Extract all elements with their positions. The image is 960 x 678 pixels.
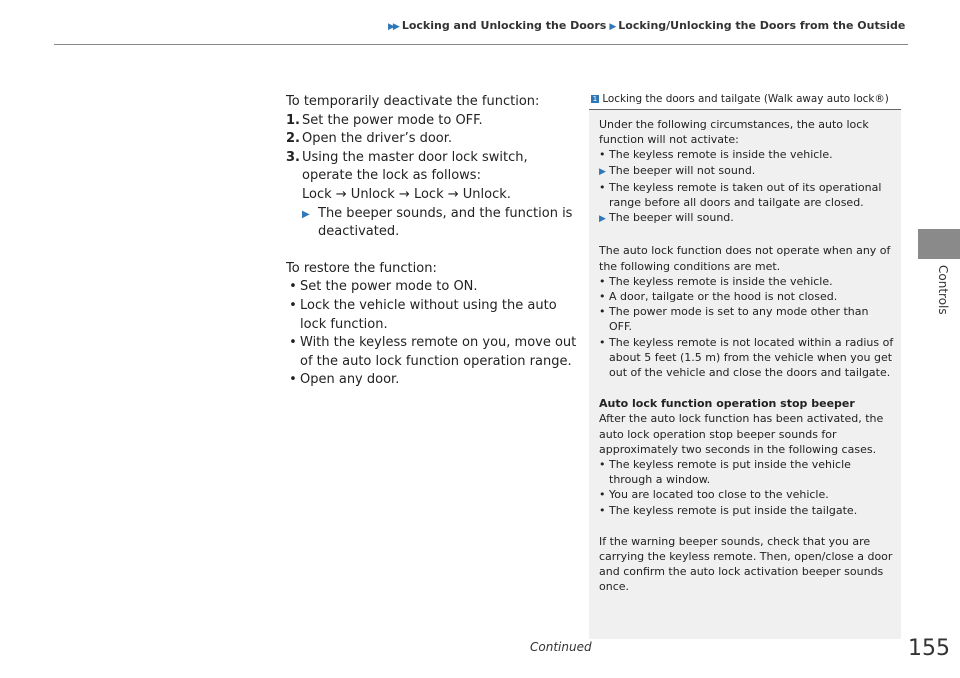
bullet-icon: • — [289, 297, 297, 313]
arrow-right-icon: ▶ — [609, 22, 615, 32]
note-bullet-text: The keyless remote is not located within a radius of about 5 feet (1.5 m) from the vehicle when you get out of the vehicle and close the doors and tailgate. — [609, 335, 894, 380]
note-title-text[interactable]: Locking the doors and tailgate (Walk away auto lock®) — [602, 93, 889, 105]
note-paragraph: After the auto lock function has been activated, the auto lock operation stop beeper sounds for approximately two seconds in the following cases. — [599, 412, 884, 456]
list-item — [286, 278, 582, 297]
step-number: 1. — [286, 112, 300, 128]
triangle-right-icon: ▶ — [302, 208, 310, 220]
step-number: 2. — [286, 131, 300, 147]
breadcrumb-subsection[interactable]: Locking/Unlocking the Doors from the Outside — [618, 19, 906, 32]
note-bullet — [599, 274, 895, 289]
breadcrumb — [388, 19, 908, 32]
header-rule — [54, 44, 908, 45]
note-result — [599, 163, 895, 180]
list-item-text: Set the power mode to ON. — [300, 279, 478, 295]
list-item-text: Lock the vehicle without using the auto lock function. — [300, 297, 557, 332]
step-number: 3. — [286, 149, 300, 165]
bullet-icon: • — [599, 274, 606, 288]
note-paragraph: The auto lock function does not operate when any of the following conditions are met. — [599, 244, 891, 273]
chapter-tab-label[interactable]: Controls — [936, 265, 950, 315]
note-result-text: The beeper will not sound. — [609, 163, 756, 177]
bullet-icon: • — [599, 458, 606, 472]
list-item — [286, 297, 582, 334]
note-bullet-text: The power mode is set to any mode other than OFF. — [609, 305, 869, 334]
note-paragraph: Under the following circumstances, the auto lock function will not activate: — [599, 118, 869, 147]
note-bullet-text: The keyless remote is put inside the tailgate. — [609, 503, 858, 517]
note-bullet — [599, 503, 895, 518]
bullet-icon: • — [289, 279, 297, 295]
triangle-right-icon: ▶ — [599, 214, 606, 225]
chapter-tab-marker[interactable] — [918, 229, 960, 259]
list-item-text: Open any door. — [300, 372, 400, 388]
bullet-icon: • — [599, 503, 606, 517]
step-item — [286, 112, 582, 131]
note-body — [599, 117, 895, 595]
note-bullet — [599, 180, 895, 210]
bullet-icon: • — [289, 372, 297, 388]
note-bullet — [599, 289, 895, 304]
step-text: Open the driver’s door. — [302, 131, 453, 147]
bullet-icon: • — [599, 488, 606, 502]
note-bullet-text: The keyless remote is inside the vehicle. — [609, 148, 833, 162]
note-bullet — [599, 457, 895, 487]
step-item — [286, 130, 582, 149]
list-item-text: With the keyless remote on you, move out of the auto lock function operation range. — [300, 335, 577, 369]
note-bullet — [599, 147, 895, 162]
lock-sequence: Lock → Unlock → Lock → Unlock. — [302, 186, 511, 202]
list-item — [286, 334, 582, 371]
note-title — [589, 90, 901, 110]
note-bullet — [599, 304, 895, 334]
page-number: 155 — [908, 636, 950, 661]
note-result — [599, 210, 895, 227]
bullet-icon: • — [599, 305, 606, 319]
note-bullet-text: The keyless remote is inside the vehicle. — [609, 274, 833, 288]
note-subheading: Auto lock function operation stop beeper — [599, 397, 855, 411]
note-bullet — [599, 335, 895, 381]
double-arrow-icon: ▶▶ — [388, 22, 398, 32]
note-bullet-text: A door, tailgate or the hood is not closed. — [609, 290, 838, 304]
restore-intro: To restore the function: — [286, 260, 437, 276]
bullet-icon: • — [599, 335, 606, 349]
main-column — [286, 93, 582, 390]
step-item — [286, 149, 582, 186]
step-text: Using the master door lock switch, operate the lock as follows: — [302, 149, 528, 184]
breadcrumb-section[interactable]: Locking and Unlocking the Doors — [401, 19, 607, 32]
note-bullet-text: You are located too close to the vehicle. — [609, 488, 829, 502]
note-bullet-text: The keyless remote is taken out of its operational range before all doors and tailgate are closed. — [609, 180, 882, 210]
bullet-icon: • — [599, 180, 606, 194]
intro-text: To temporarily deactivate the function: — [286, 94, 540, 109]
result-line — [302, 205, 582, 242]
bullet-icon: • — [289, 335, 297, 351]
bullet-icon: • — [599, 148, 606, 162]
bullet-icon: • — [599, 290, 606, 304]
note-paragraph: If the warning beeper sounds, check that you are carrying the keyless remote. Then, open/close a door and confirm the auto lock activation beeper sounds once. — [599, 534, 893, 594]
result-text: The beeper sounds, and the function is deactivated. — [318, 205, 573, 240]
note-icon: 1 — [592, 95, 598, 103]
step-text: Set the power mode to OFF. — [302, 112, 483, 128]
note-bullet — [599, 487, 895, 502]
triangle-right-icon: ▶ — [599, 166, 606, 177]
list-item — [286, 371, 582, 390]
note-result-text: The beeper will sound. — [609, 211, 734, 225]
continued-label: Continued — [530, 640, 592, 654]
note-bullet-text: The keyless remote is put inside the vehicle through a window. — [609, 458, 851, 487]
